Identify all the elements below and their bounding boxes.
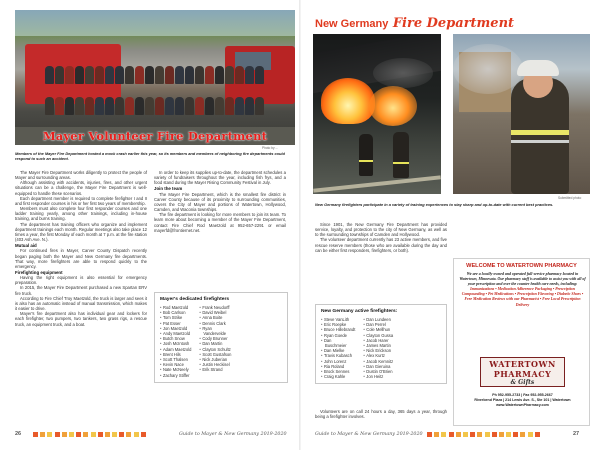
firefighter-name: • Nick Juberian xyxy=(199,357,231,362)
article-paragraph: The Mayer Fire Department, which is the smallest fire district in Carver County because of its proximity to surrounding communities, covers the City of Mayer and portions of Watertown, Hollywood, Camden, and Waconia townships. xyxy=(154,191,286,213)
firefighter-name: • Zachary Stiffer xyxy=(160,373,191,378)
crew-member-figure xyxy=(105,66,114,84)
crew-member-figure xyxy=(55,66,64,84)
logo-line-1: WATERTOWN xyxy=(489,359,556,369)
footer-pattern-square xyxy=(98,432,103,437)
fire-hose xyxy=(313,175,441,192)
firefighter-name: • Butch Snow xyxy=(160,336,191,341)
firefighter-name: • Cody Brunner xyxy=(199,336,231,341)
firefighter-name: Vandervelde xyxy=(203,331,227,337)
roster-column-1 xyxy=(160,305,191,378)
footer-pattern-square xyxy=(83,432,88,437)
left-footer xyxy=(15,430,295,438)
heading-mutual-aid: Mutual aid xyxy=(15,243,37,249)
article-paragraph: The department has training officers who organize and implement department trainings each month. Regular meetings also take place 12 times a year, the first Monday of each month at 7 p.m. at the fire station (403 Ash Ave. N.). xyxy=(15,221,147,243)
crew-group xyxy=(45,66,265,126)
firefighter-name: • Tom Strike xyxy=(160,315,191,320)
footer-pattern-square xyxy=(33,432,38,437)
firefighter-name: • Nate McNeely xyxy=(160,367,191,372)
crew-member-figure xyxy=(235,66,244,84)
firefighter-1 xyxy=(359,134,373,176)
roster-title: Mayer's dedicated firefighters xyxy=(160,297,230,302)
firefighter-name: • Eric Roepke xyxy=(321,322,355,327)
crew-member-figure xyxy=(55,97,64,115)
ad-services: Immunizations • Medication Adherence Packaging • Prescription Compounding • Pet Medications • Prescription Flavoring • Diabetic Shoes • Free Medication Reviews with our Pharmacist • Free Local Prescription Delivery xyxy=(461,287,584,307)
crew-member-figure xyxy=(105,97,114,115)
footer-pattern-square xyxy=(535,432,540,437)
closing-paragraph: Volunteers are on call 24 hours a day, 365 days a year, through being a firefighter involves. xyxy=(315,409,447,420)
firefighter-name: • Brock Sennes xyxy=(321,369,355,374)
crew-member-figure xyxy=(125,66,134,84)
section-nameplate xyxy=(315,14,590,32)
reflective-stripe xyxy=(393,162,409,164)
crew-member-figure xyxy=(205,66,214,84)
firefighter-name: • Jacob Harer xyxy=(363,338,393,343)
firefighter-name: • Clayton Schultz xyxy=(199,347,231,352)
article-paragraph: Although assisting with accidents, injuries, fires, and other urgent situations can be a challenge, the Mayer Fire Department is well-equipped to handle these scenarios. xyxy=(15,180,147,196)
firefighter-name: • Dan xyxy=(321,338,355,343)
photo-credit-right: Submitted photo xyxy=(558,196,582,200)
crew-member-figure xyxy=(125,97,134,115)
mutual-aid-text xyxy=(15,248,147,269)
crew-member-figure xyxy=(225,97,234,115)
firefighter-name: • Alex Kurtz xyxy=(363,353,393,358)
crew-member-figure xyxy=(225,66,234,84)
firefighter-name: • Ria Roland xyxy=(321,364,355,369)
ad-body xyxy=(459,272,586,308)
article-paragraph: According to Fire Chief Troy Maetzold, the truck is larger and sees it is also has an automatic instead of manual transmission, which makes it easier to drive. xyxy=(15,295,147,312)
firefighter-name: • Nick Erickson xyxy=(363,348,393,353)
footer-pattern-square xyxy=(105,432,110,437)
crew-member-figure xyxy=(185,97,194,115)
crew-member-figure xyxy=(85,97,94,115)
footer-pattern-square xyxy=(456,432,461,437)
firefighter-name: • Steve VanLith xyxy=(321,317,355,322)
firefighter-name: • Bob Carlson xyxy=(160,310,191,315)
footer-title-right: Guide to Mayer & New Germany 2019-2020 xyxy=(315,431,423,437)
footer-title: Guide to Mayer & New Germany 2019-2020 xyxy=(179,431,287,437)
mayer-banner-title: Mayer Volunteer Fire Department xyxy=(42,129,268,143)
footer-pattern-square xyxy=(134,432,139,437)
article-paragraph: For continued fires in Mayer, Carver County Dispatch recently began paging both the Mayer and New Germany fire departments. That way, more firefighters are able to respond quickly to the emergency. xyxy=(15,248,147,269)
footer-pattern xyxy=(33,432,173,437)
crew-member-figure xyxy=(235,97,244,115)
crew-member-figure xyxy=(195,66,204,84)
heading-join-team: Join the team xyxy=(154,186,183,192)
closing-note xyxy=(315,409,447,419)
article-paragraph: Mayer's fire department also has individual gear and lockers for each firefighter, two pumpers, two tankers, two grass rigs, a rescue truck, an equipment truck, and a boat. xyxy=(15,311,147,327)
footer-pattern-square xyxy=(62,432,67,437)
footer-pattern-square xyxy=(126,432,131,437)
firefighter-name: • Jon Maetzold xyxy=(160,326,191,331)
crew-member-figure xyxy=(65,97,74,115)
article-paragraph: The Mayer Fire Department works diligently to protect the people of Mayer and surrounding areas. xyxy=(15,170,147,181)
footer-pattern-square xyxy=(76,432,81,437)
firefighter-helmet xyxy=(517,60,559,76)
reflective-stripe xyxy=(359,160,373,162)
article-paragraph: In 2015, the Mayer Fire Department purchased a new Spartan ERV fire truck. xyxy=(15,285,147,296)
heading-equipment: Firefighting equipment xyxy=(15,269,63,275)
crew-member-figure xyxy=(85,66,94,84)
crew-member-figure xyxy=(135,66,144,84)
footer-pattern-square xyxy=(434,432,439,437)
firefighter-name: Buschmeier xyxy=(325,343,347,349)
firefighter-name: • Justin Heckisel xyxy=(199,362,231,367)
footer-pattern-square xyxy=(119,432,124,437)
crew-member-figure xyxy=(205,97,214,115)
roster-column-right-2 xyxy=(363,317,393,379)
crew-member-figure xyxy=(145,66,154,84)
firefighter-name: • Dustin O'Brien xyxy=(363,369,393,374)
footer-pattern-square xyxy=(112,432,117,437)
smoke xyxy=(373,58,433,88)
mayer-fire-department-photo xyxy=(15,10,295,145)
firefighter-name: • Andy Maetzold xyxy=(160,331,191,336)
crew-member-figure xyxy=(155,97,164,115)
crew-member-figure xyxy=(115,97,124,115)
photo-sky xyxy=(15,10,295,36)
article-paragraph: Having the right equipment is also essential for emergency preparation. xyxy=(15,275,147,286)
article-paragraph: The volunteer department currently has 23 active members, and five rescue reserve members (those who are available during the day and can be either first responders, firefighters, or both). xyxy=(315,237,447,253)
crew-member-figure xyxy=(245,97,254,115)
firefighter-name: • Clayton Gussa xyxy=(363,333,393,338)
footer-pattern-square xyxy=(492,432,497,437)
new-germany-training-photo xyxy=(313,34,441,194)
right-article-text xyxy=(315,222,447,253)
crew-member-figure xyxy=(135,97,144,115)
join-team-text xyxy=(154,192,286,233)
footer-pattern-square xyxy=(485,432,490,437)
footer-pattern-square xyxy=(40,432,45,437)
firefighter-name: • Josh McIntosh xyxy=(160,341,191,346)
firefighter-name: • David Weibel xyxy=(199,310,231,315)
firefighter-name: • James Martin xyxy=(363,343,393,348)
logo-line-3: & Gifts xyxy=(510,379,535,386)
firefighter-name: • Rod Maetzold xyxy=(160,305,191,310)
footer-pattern-square xyxy=(477,432,482,437)
crew-member-figure xyxy=(165,66,174,84)
firefighter-name: • John Lorenz xyxy=(321,359,355,364)
logo-line-2: PHARMACY xyxy=(493,369,552,379)
page-number-right: 27 xyxy=(573,431,580,437)
photo-caption: Members of the Mayer Fire Department hosted a mock crash earlier this year, so its members and members of neighboring fire departments could respond to such an accident. xyxy=(15,151,285,161)
firefighter-name: • Jacob Kemnitz xyxy=(363,359,393,364)
nameplate-title: Fire Department xyxy=(392,16,515,31)
watertown-pharmacy-ad[interactable] xyxy=(453,258,590,426)
article-paragraph: Since 1901, the New Germany Fire Department has provided service, loyalty, and protection to the city of New Germany, as well as to the surrounding townships of Camden and Hollywood. xyxy=(315,222,447,238)
mayer-roster-box xyxy=(154,292,288,383)
flames-right xyxy=(369,86,417,126)
column-2-intro xyxy=(154,170,286,185)
ad-headline: WELCOME TO WATERTOWN PHARMACY xyxy=(466,263,577,269)
roster-column-right-1 xyxy=(321,317,355,379)
article-column-1 xyxy=(15,170,147,327)
firefighter-name: • Scott Gustafson xyxy=(199,352,231,357)
footer-pattern-square xyxy=(499,432,504,437)
firefighter-name: • Ryan Goede xyxy=(321,333,355,338)
footer-pattern-square xyxy=(69,432,74,437)
firefighter-name: • Travis Kubasch xyxy=(321,353,355,358)
firefighter-name: • Craig Kahle xyxy=(321,374,355,379)
smoke-background xyxy=(453,44,523,94)
firefighter-name: • Cole Mellhun xyxy=(363,327,393,332)
firefighter-name: • Anna Boite xyxy=(199,315,231,320)
crew-member-figure xyxy=(65,66,74,84)
crew-member-figure xyxy=(45,66,54,84)
firefighter-name: • Dan Perrel xyxy=(363,322,393,327)
footer-pattern-square xyxy=(91,432,96,437)
photo-credit: Photo by ... xyxy=(262,146,279,150)
footer-pattern-square xyxy=(449,432,454,437)
footer-pattern-square xyxy=(141,432,146,437)
footer-pattern-square xyxy=(47,432,52,437)
roster-columns-right xyxy=(321,317,441,379)
article-paragraph: Each department member is required to complete firefighter I and II and first responder courses in his or her first two years of membership. xyxy=(15,195,147,206)
flames-left xyxy=(321,78,375,124)
crew-member-figure xyxy=(175,66,184,84)
firefighter-2 xyxy=(393,132,409,178)
firefighter-name: • Dan Lundeen xyxy=(363,317,393,322)
roster-columns xyxy=(160,305,282,378)
new-germany-roster-box xyxy=(315,304,447,384)
ad-phone: Ph 952-955-2733 | Fax 952-955-2667 xyxy=(492,393,553,397)
footer-pattern-right xyxy=(427,432,567,437)
crew-member-figure xyxy=(95,66,104,84)
crew-member-figure xyxy=(255,66,264,84)
article-paragraph: The fire department is looking for more members to join its team. To learn more about becoming a member of the Mayer Fire Department, contact Fire Chief Rod Maetzold at 952-657-2291 or email mayerfd@frontiernet.net. xyxy=(154,212,286,233)
footer-pattern-square xyxy=(528,432,533,437)
crew-member-figure xyxy=(215,66,224,84)
firefighter-portrait-photo xyxy=(453,34,590,194)
article-paragraph: In order to keep its supplies up-to-date, the department schedules a variety of fundraisers throughout the year, including fish frys, and a food stand during the Mayer Rising Community Festival in July. xyxy=(154,170,286,186)
crew-member-figure xyxy=(175,97,184,115)
coat-reflective-band xyxy=(511,130,569,135)
roster-column-2 xyxy=(199,305,231,378)
roster-title-right: New Germany active firefighters: xyxy=(321,309,398,314)
crew-member-figure xyxy=(115,66,124,84)
firefighter-name: • Erik Strand xyxy=(199,367,231,372)
crew-member-figure xyxy=(75,97,84,115)
firefighter-name: • Bruce Hillebrandt xyxy=(321,327,355,332)
firefighter-name: • Dan Mielke xyxy=(321,348,355,353)
crew-member-figure xyxy=(185,66,194,84)
page-number: 26 xyxy=(15,431,22,437)
coat-silver-band xyxy=(511,140,569,143)
ad-address: Riverbend Plaza | 214 Lewis Ave. S., Ste 101 | Watertown xyxy=(474,397,571,402)
firefighter-name: • Jon Heitz xyxy=(363,374,393,379)
footer-pattern-square xyxy=(506,432,511,437)
footer-pattern-square xyxy=(463,432,468,437)
crew-member-figure xyxy=(155,66,164,84)
column-1-intro xyxy=(15,170,147,242)
footer-pattern-square xyxy=(470,432,475,437)
crew-member-figure xyxy=(145,97,154,115)
footer-pattern-square xyxy=(513,432,518,437)
firefighter-name: • Pat Esser xyxy=(160,321,191,326)
firefighter-name: • Adam Maetzold xyxy=(160,347,191,352)
crew-member-figure xyxy=(255,97,264,115)
crew-member-figure xyxy=(165,97,174,115)
equipment-text xyxy=(15,275,147,327)
crew-member-figure xyxy=(245,66,254,84)
article-paragraph: Members must also complete four first responder courses and one ladder training yearly, among other trainings, including in-house training, and burns training. xyxy=(15,206,147,222)
right-article-column xyxy=(315,222,447,253)
ad-contact xyxy=(458,393,587,407)
footer-pattern-square xyxy=(441,432,446,437)
firefighter-name: • Dan Gieruina xyxy=(363,364,393,369)
firefighter-name: • Kevin Nace xyxy=(160,362,191,367)
article-column-2 xyxy=(154,170,286,233)
crew-member-figure xyxy=(95,97,104,115)
ad-web-link[interactable]: www.WatertownPharmacy.com xyxy=(496,402,549,407)
ad-intro: We are a locally-owned and operated full-service pharmacy located in Watertown, Minnesota. Our pharmacy staff is available to assist you with all of your prescription and over the counter health care needs, including: xyxy=(459,272,586,287)
firefighter-name: • Ryan xyxy=(199,326,231,331)
right-photo-caption: New Germany firefighters participate in a variety of training experiences to stay sharp and up-to-date with current best practices. xyxy=(315,202,554,207)
crew-member-figure xyxy=(45,97,54,115)
footer-pattern-square xyxy=(55,432,60,437)
crew-member-figure xyxy=(215,97,224,115)
firefighter-name: • Dennis Clark xyxy=(199,321,231,326)
footer-pattern-square xyxy=(520,432,525,437)
nameplate-town: New Germany xyxy=(315,18,389,30)
footer-pattern-square xyxy=(427,432,432,437)
firefighter-name: • Dan Martin xyxy=(199,341,231,346)
firefighter-name: • Brent Hils xyxy=(160,352,191,357)
right-footer xyxy=(315,430,590,438)
pharmacy-logo xyxy=(480,357,565,387)
firefighter-name: • Scott Thalsen xyxy=(160,357,191,362)
crew-member-figure xyxy=(195,97,204,115)
firefighter-name: • Frank Neudorff xyxy=(199,305,231,310)
crew-member-figure xyxy=(75,66,84,84)
